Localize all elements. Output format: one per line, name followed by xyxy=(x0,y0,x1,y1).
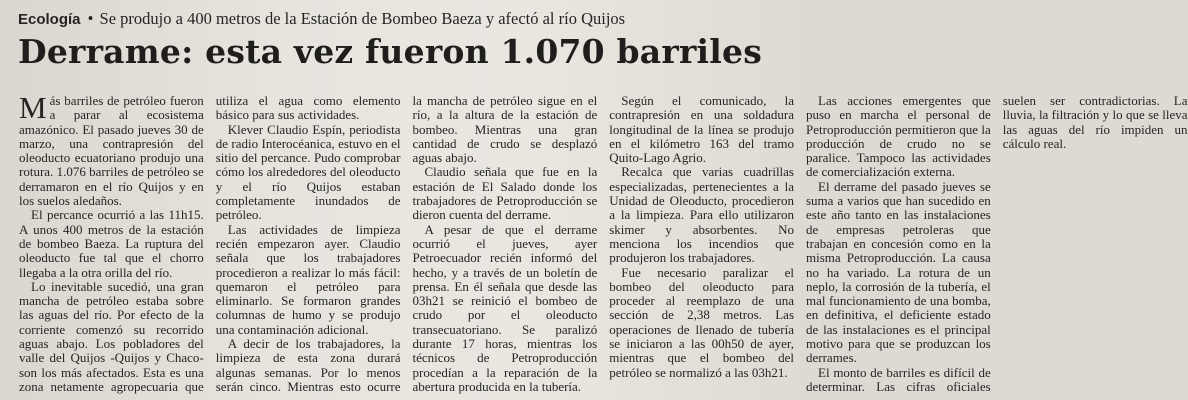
section-label: Ecología xyxy=(18,11,81,28)
article-paragraph: Lo inevitable sucedió, una gran mancha de petróleo estaba sobre las aguas del río. Por efecto de la corriente comenzó su recorrido aguas abajo. Los pobladores del valle del Quijos -Quijos y Chaco- son los más afectados. Esta es una zona netamente agropecuaria que utiliza el agua como elemento básico para sus actividades. xyxy=(19,93,401,394)
article-paragraph: Klever Claudio Espín, periodista de radio Interocéanica, estuvo en el sitio del percance. Pudo comprobar cómo los alrededores del oleoducto y el río Quijos estaban completamente inundados de petróleo. xyxy=(215,121,401,223)
article-paragraph: Fue necesario paralizar el bombeo del oleoducto para proceder al reemplazo de una sección de 2,38 metros. Las operaciones de llenado de tubería se iniciaron a las 00h50 de ayer, mientras que el bombeo del petróleo se normalizó a las 03h21. xyxy=(609,264,794,380)
kicker-line xyxy=(18,9,793,30)
article-paragraph: El monto de barriles es difícil de determinar. Las cifras oficiales suelen ser contradictorias. La lluvia, la filtración y lo que se lleva las aguas del río impiden un cálculo real. xyxy=(806,93,1188,394)
article-paragraph xyxy=(19,90,204,209)
article-paragraph: Según el comunicado, la contrapresión en una soldadura longitudinal de la línea se produjo en el kilómetro 163 del tramo Quito-Lago Agrio. xyxy=(609,93,794,166)
article-paragraph: Claudio señala que fue en la estación de El Salado donde los trabajadores de Petroproducción se dieron cuenta del derrame. xyxy=(412,164,598,223)
kicker-bullet: • xyxy=(87,9,94,28)
article-paragraph: Las actividades de limpieza recién empezaron ayer. Claudio señala que los trabajadores procedieron a realizar lo más fácil: quemaron el petróleo para eliminarlo. Se formaron grandes columnas de humo y se produjo una contaminación adicional. xyxy=(215,221,401,337)
article-paragraph: Recalca que varias cuadrillas especializadas, pertenecientes a la Unidad de Oleoducto, procedieron a la limpieza. Para ello utilizaron skimer y absorbentes. No menciona los incendios que produjeron los trabajadores. xyxy=(609,164,794,266)
article-paragraph: A pesar de que el derrame ocurrió el jueves, ayer Petroecuador recién informó del hecho, y a través de un boletín de prensa. En él señala que desde las 03h21 se reinició el bombeo de crudo por el oleoducto transecuatoriano. Se paralizó durante 17 horas, mientras los técnicos de Petroproducción procedían a la reparación de la abertura producida en la tubería. xyxy=(412,221,598,394)
drop-cap: M xyxy=(19,90,47,125)
article-paragraph: Las acciones emergentes que puso en marcha el personal de Petroproducción permitieron que la producción de crudo no se paralice. Tampoco las actividades de comercialización externa. xyxy=(806,93,991,180)
first-paragraph-text: ás barriles de petróleo fueron a parar al ecosistema amazónico. El pasado jueves 30 de marzo, una contrapresión del oleoducto ecuatoriano produjo una rotura. 1.076 barriles de petróleo se derramaron en el río Quijos y en los suelos aledaños. xyxy=(19,93,204,209)
article-paragraph: El derrame del pasado jueves se suma a varios que han sucedido en este año tanto en las instalaciones de empresas petroleras que trabajan en concesión como en la misma Petroproducción. La causa no ha variado. La rotura de un neplo, la corrosión de la tubería, el mal funcionamiento de una bomba, en definitiva, el deficiente estado de las instalaciones es el principal motivo para que se produzcan los derrames. xyxy=(806,178,991,366)
headline: Derrame: esta vez fueron 1.070 barriles xyxy=(18,32,762,71)
kicker-text: Se produjo a 400 metros de la Estación de Bombeo Baeza y afectó al río Quijos xyxy=(99,9,626,28)
article-body xyxy=(19,90,1188,400)
article-paragraph: A decir de los trabajadores, la limpieza de esta zona durará algunas semanas. Por lo menos serán cinco. Mientras esto ocurre la mancha de petróleo sigue en el río, a la altura de la estación de bombeo. Mientras una gran cantidad de crudo se desplazó aguas abajo. xyxy=(215,93,598,394)
article-paragraph: El percance ocurrió a las 11h15. A unos 400 metros de la estación de bombeo Baeza. La ruptura del oleoducto fue tal que el chorro llegaba a la otra orilla del río. xyxy=(19,207,204,280)
